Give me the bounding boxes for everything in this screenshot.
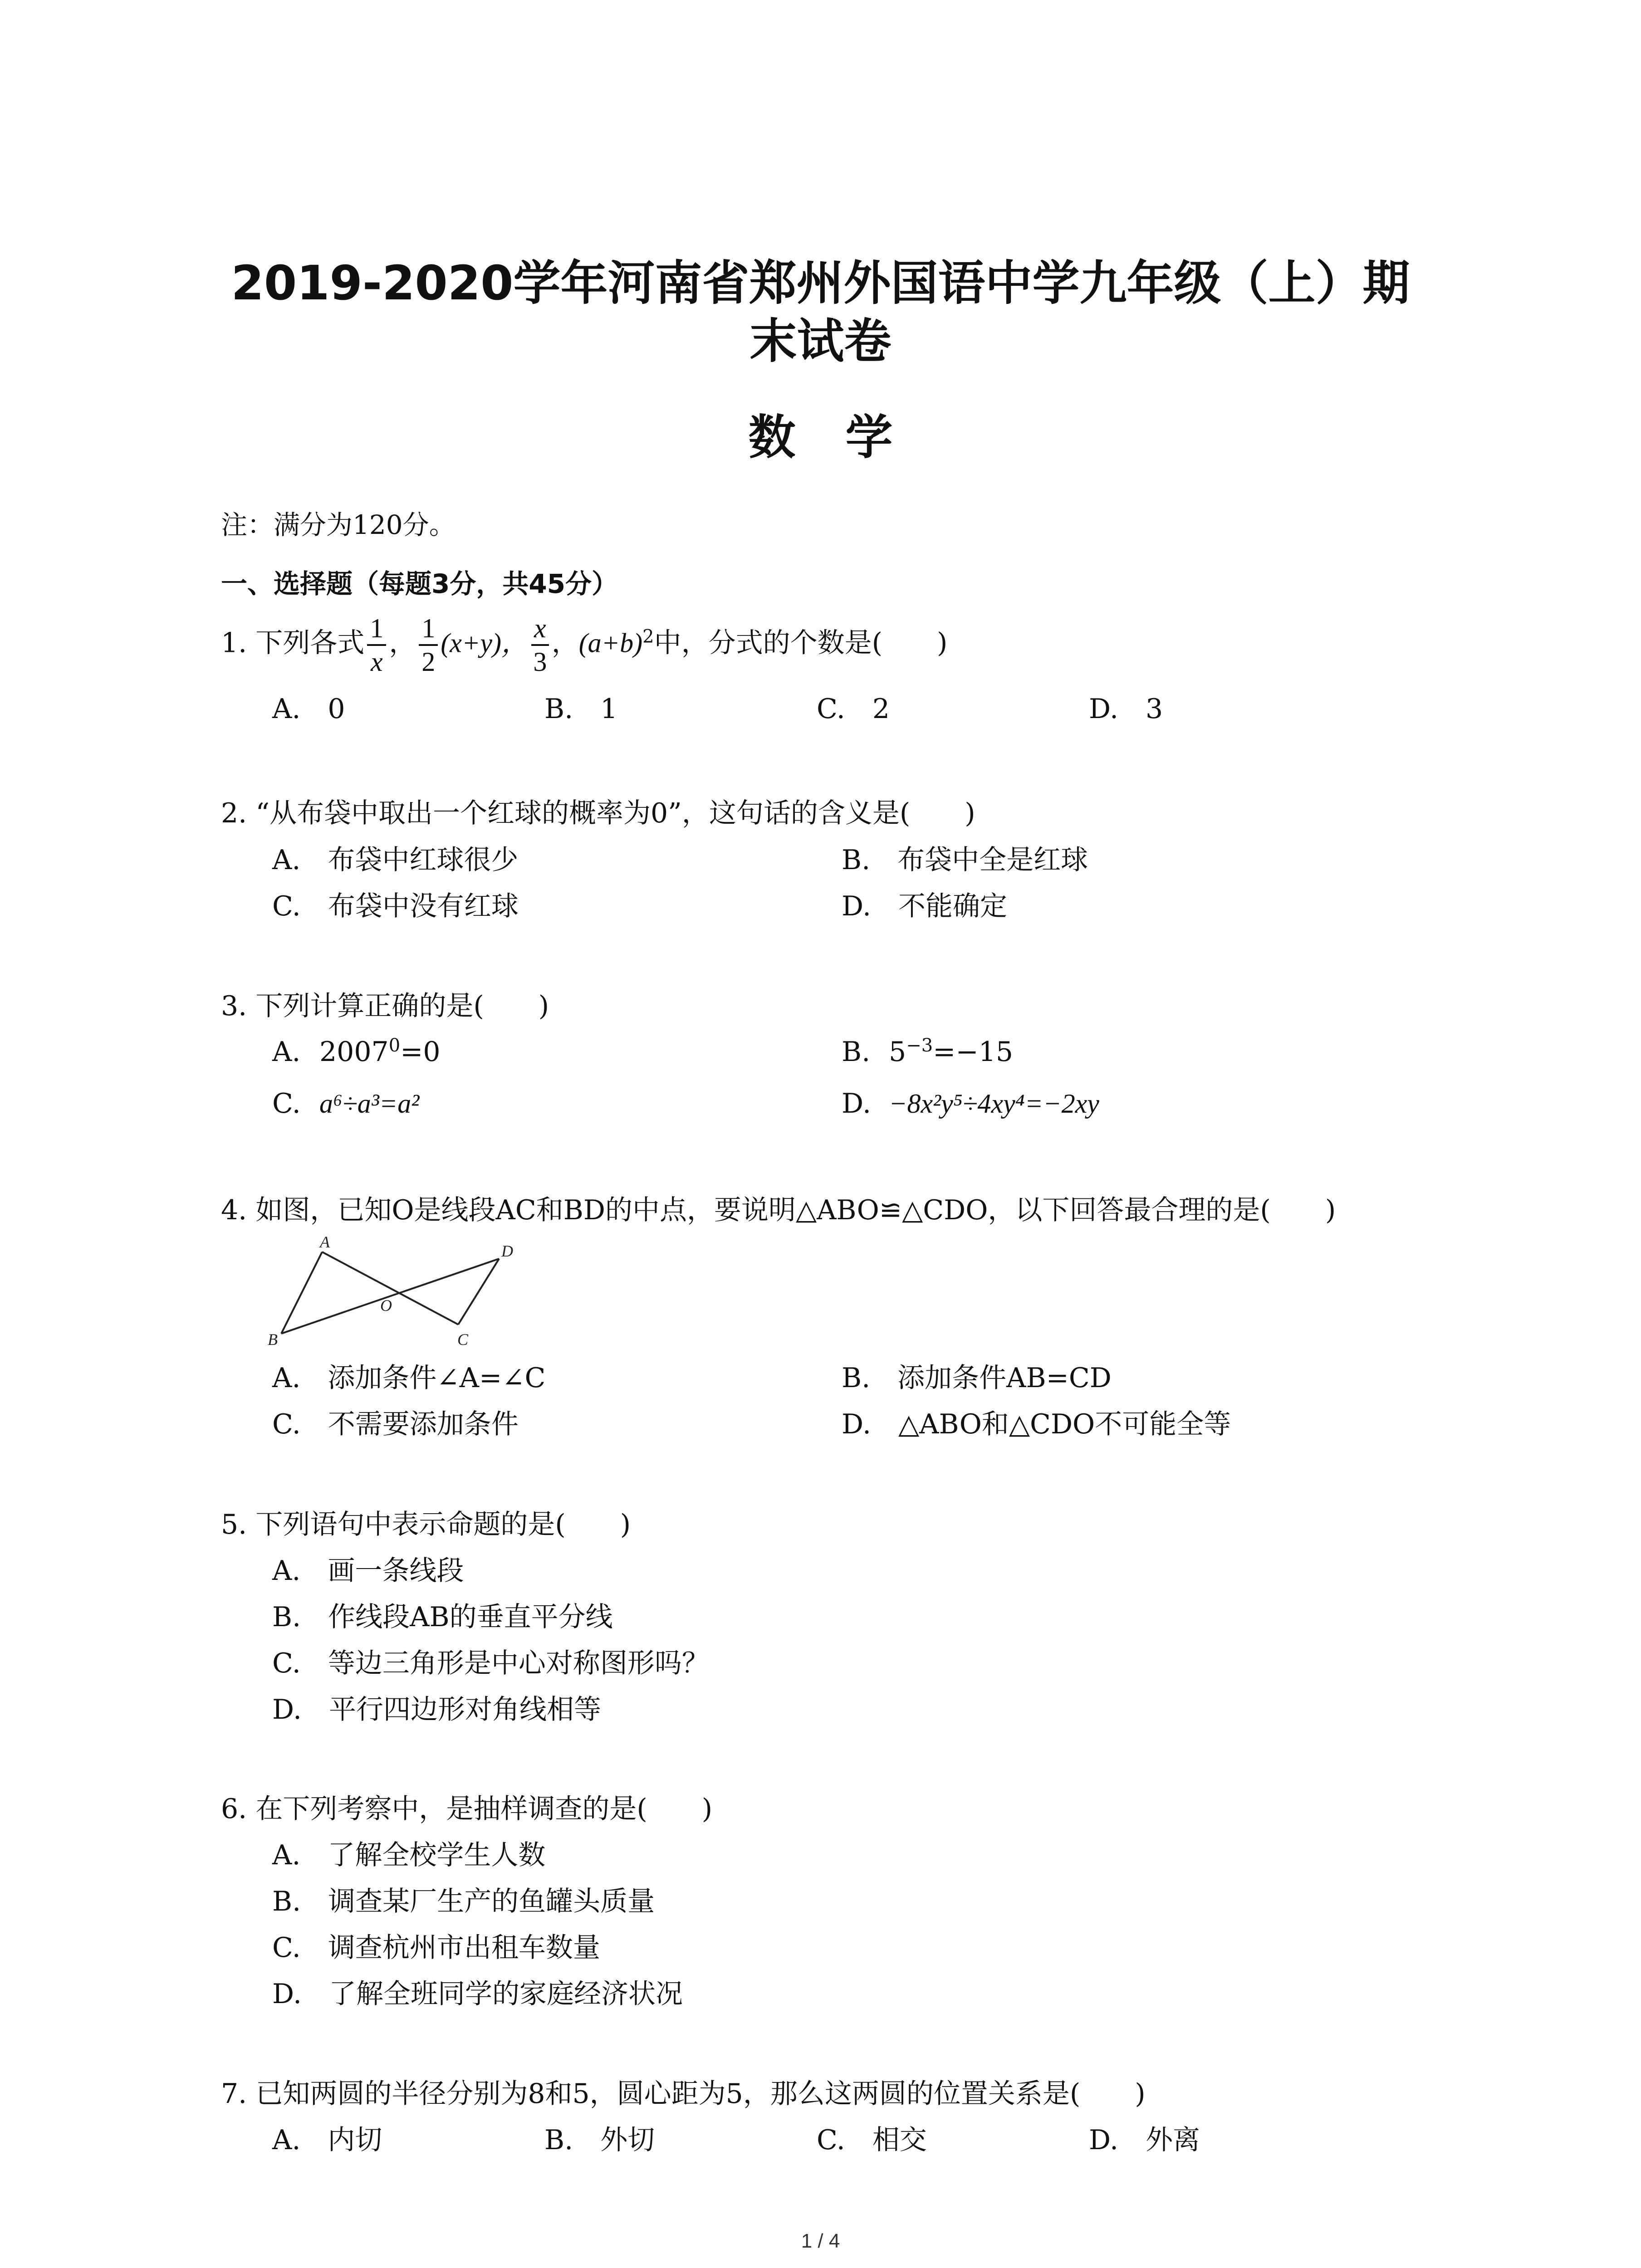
q1-option-d[interactable]: D. 3 [1089,693,1163,725]
q4-option-c[interactable]: C. 不需要添加条件 [272,1408,519,1440]
section-heading-choice: 一、选择题（每题3分，共45分） [221,568,618,599]
q6-option-a[interactable]: A. 了解全校学生人数 [272,1839,546,1871]
q2-option-a[interactable]: A. 布袋中红球很少 [272,844,519,876]
q5-option-d[interactable]: D. 平行四边形对角线相等 [272,1694,602,1725]
expr-a-plus-b: (a+b) [578,628,643,658]
expr-a-plus-b-exponent: 2 [642,626,654,647]
q6-option-d[interactable]: D. 了解全班同学的家庭经济状况 [272,1978,683,2010]
triangle-figure [263,1234,517,1347]
question-3: 3. 下列计算正确的是( ) [221,990,549,1022]
question-2: 2. “从布袋中取出一个红球的概率为0”，这句话的含义是( ) [221,797,975,829]
question-1-suffix: 中，分式的个数是( ) [654,627,948,659]
figure-label-c: C [457,1330,469,1347]
exam-title-line2: 末试卷 [749,313,892,369]
q6-option-b[interactable]: B. 调查某厂生产的鱼罐头质量 [272,1886,655,1917]
question-7: 7. 已知两圆的半径分别为8和5，圆心距为5，那么这两圆的位置关系是( ) [221,2078,1146,2110]
q7-option-b[interactable]: B. 外切 [544,2124,655,2156]
q7-option-a[interactable]: A. 内切 [272,2124,382,2156]
q2-option-d[interactable]: D. 不能确定 [842,890,1008,922]
fraction-x-over-3: $\frac{x}{3}$ [531,612,549,678]
q5-option-b[interactable]: B. 作线段AB的垂直平分线 [272,1601,613,1633]
figure-label-a: A [320,1234,330,1251]
q1-option-a[interactable]: A. 0 [272,693,345,725]
exam-title-line1: 2019-2020学年河南省郑州外国语中学九年级（上）期 [231,255,1410,311]
q2-option-b[interactable]: B. 布袋中全是红球 [842,844,1088,876]
question-1-prefix: 下列各式 [255,627,365,659]
question-1-number: 1. [221,627,247,659]
figure-label-d: D [501,1242,513,1260]
q7-option-c[interactable]: C. 相交 [817,2124,927,2156]
q4-option-d[interactable]: D. △ABO和△CDO不可能全等 [842,1408,1231,1440]
q4-option-b[interactable]: B. 添加条件AB=CD [842,1362,1112,1394]
q3-option-c[interactable]: C. a⁶÷a³=a² [272,1088,420,1119]
q6-option-c[interactable]: C. 调查杭州市出租车数量 [272,1932,600,1964]
fraction-1-over-x: $\frac{1}{x}$ [367,612,386,678]
question-5: 5. 下列语句中表示命题的是( ) [221,1509,631,1540]
subject-heading: 数学 [748,410,943,465]
q3-option-b[interactable]: B. $5^{-3}=-15$ [842,1035,1014,1068]
q5-option-c[interactable]: C. 等边三角形是中心对称图形吗？ [272,1647,709,1679]
question-4: 4. 如图，已知O是线段AC和BD的中点，要说明△ABO≌△CDO，以下回答最合理的是( ) [221,1194,1336,1226]
page-number: 1 / 4 [801,2230,840,2252]
expr-x-plus-y: (x+y)， [441,628,529,658]
q5-option-a[interactable]: A. 画一条线段 [272,1555,464,1587]
q3-option-a[interactable]: A. $2007^0=0$ [272,1035,441,1068]
question-6: 6. 在下列考察中，是抽样调查的是( ) [221,1793,713,1825]
q4-option-a[interactable]: A. 添加条件∠A=∠C [272,1362,546,1394]
score-note: 注：满分为120分。 [221,509,456,540]
figure-label-o: O [380,1296,392,1315]
figure-label-b: B [268,1330,278,1347]
q2-option-c[interactable]: C. 布袋中没有红球 [272,890,519,922]
q1-option-c[interactable]: C. 2 [817,693,890,725]
q1-option-b[interactable]: B. 1 [544,693,618,725]
fraction-1-over-2: $\frac{1}{2}$ [419,612,438,678]
q7-option-d[interactable]: D. 外离 [1089,2124,1200,2156]
q3-option-d[interactable]: D. −8x²y⁵÷4xy⁴=−2xy [842,1088,1099,1119]
question-1: 1. 下列各式 $\frac{1}{x}$ ， $\frac{1}{2}$ (x+y)， $\frac{x}{3}$ ，$(a+b)^2$中，分式的个数是( ) [221,613,948,677]
